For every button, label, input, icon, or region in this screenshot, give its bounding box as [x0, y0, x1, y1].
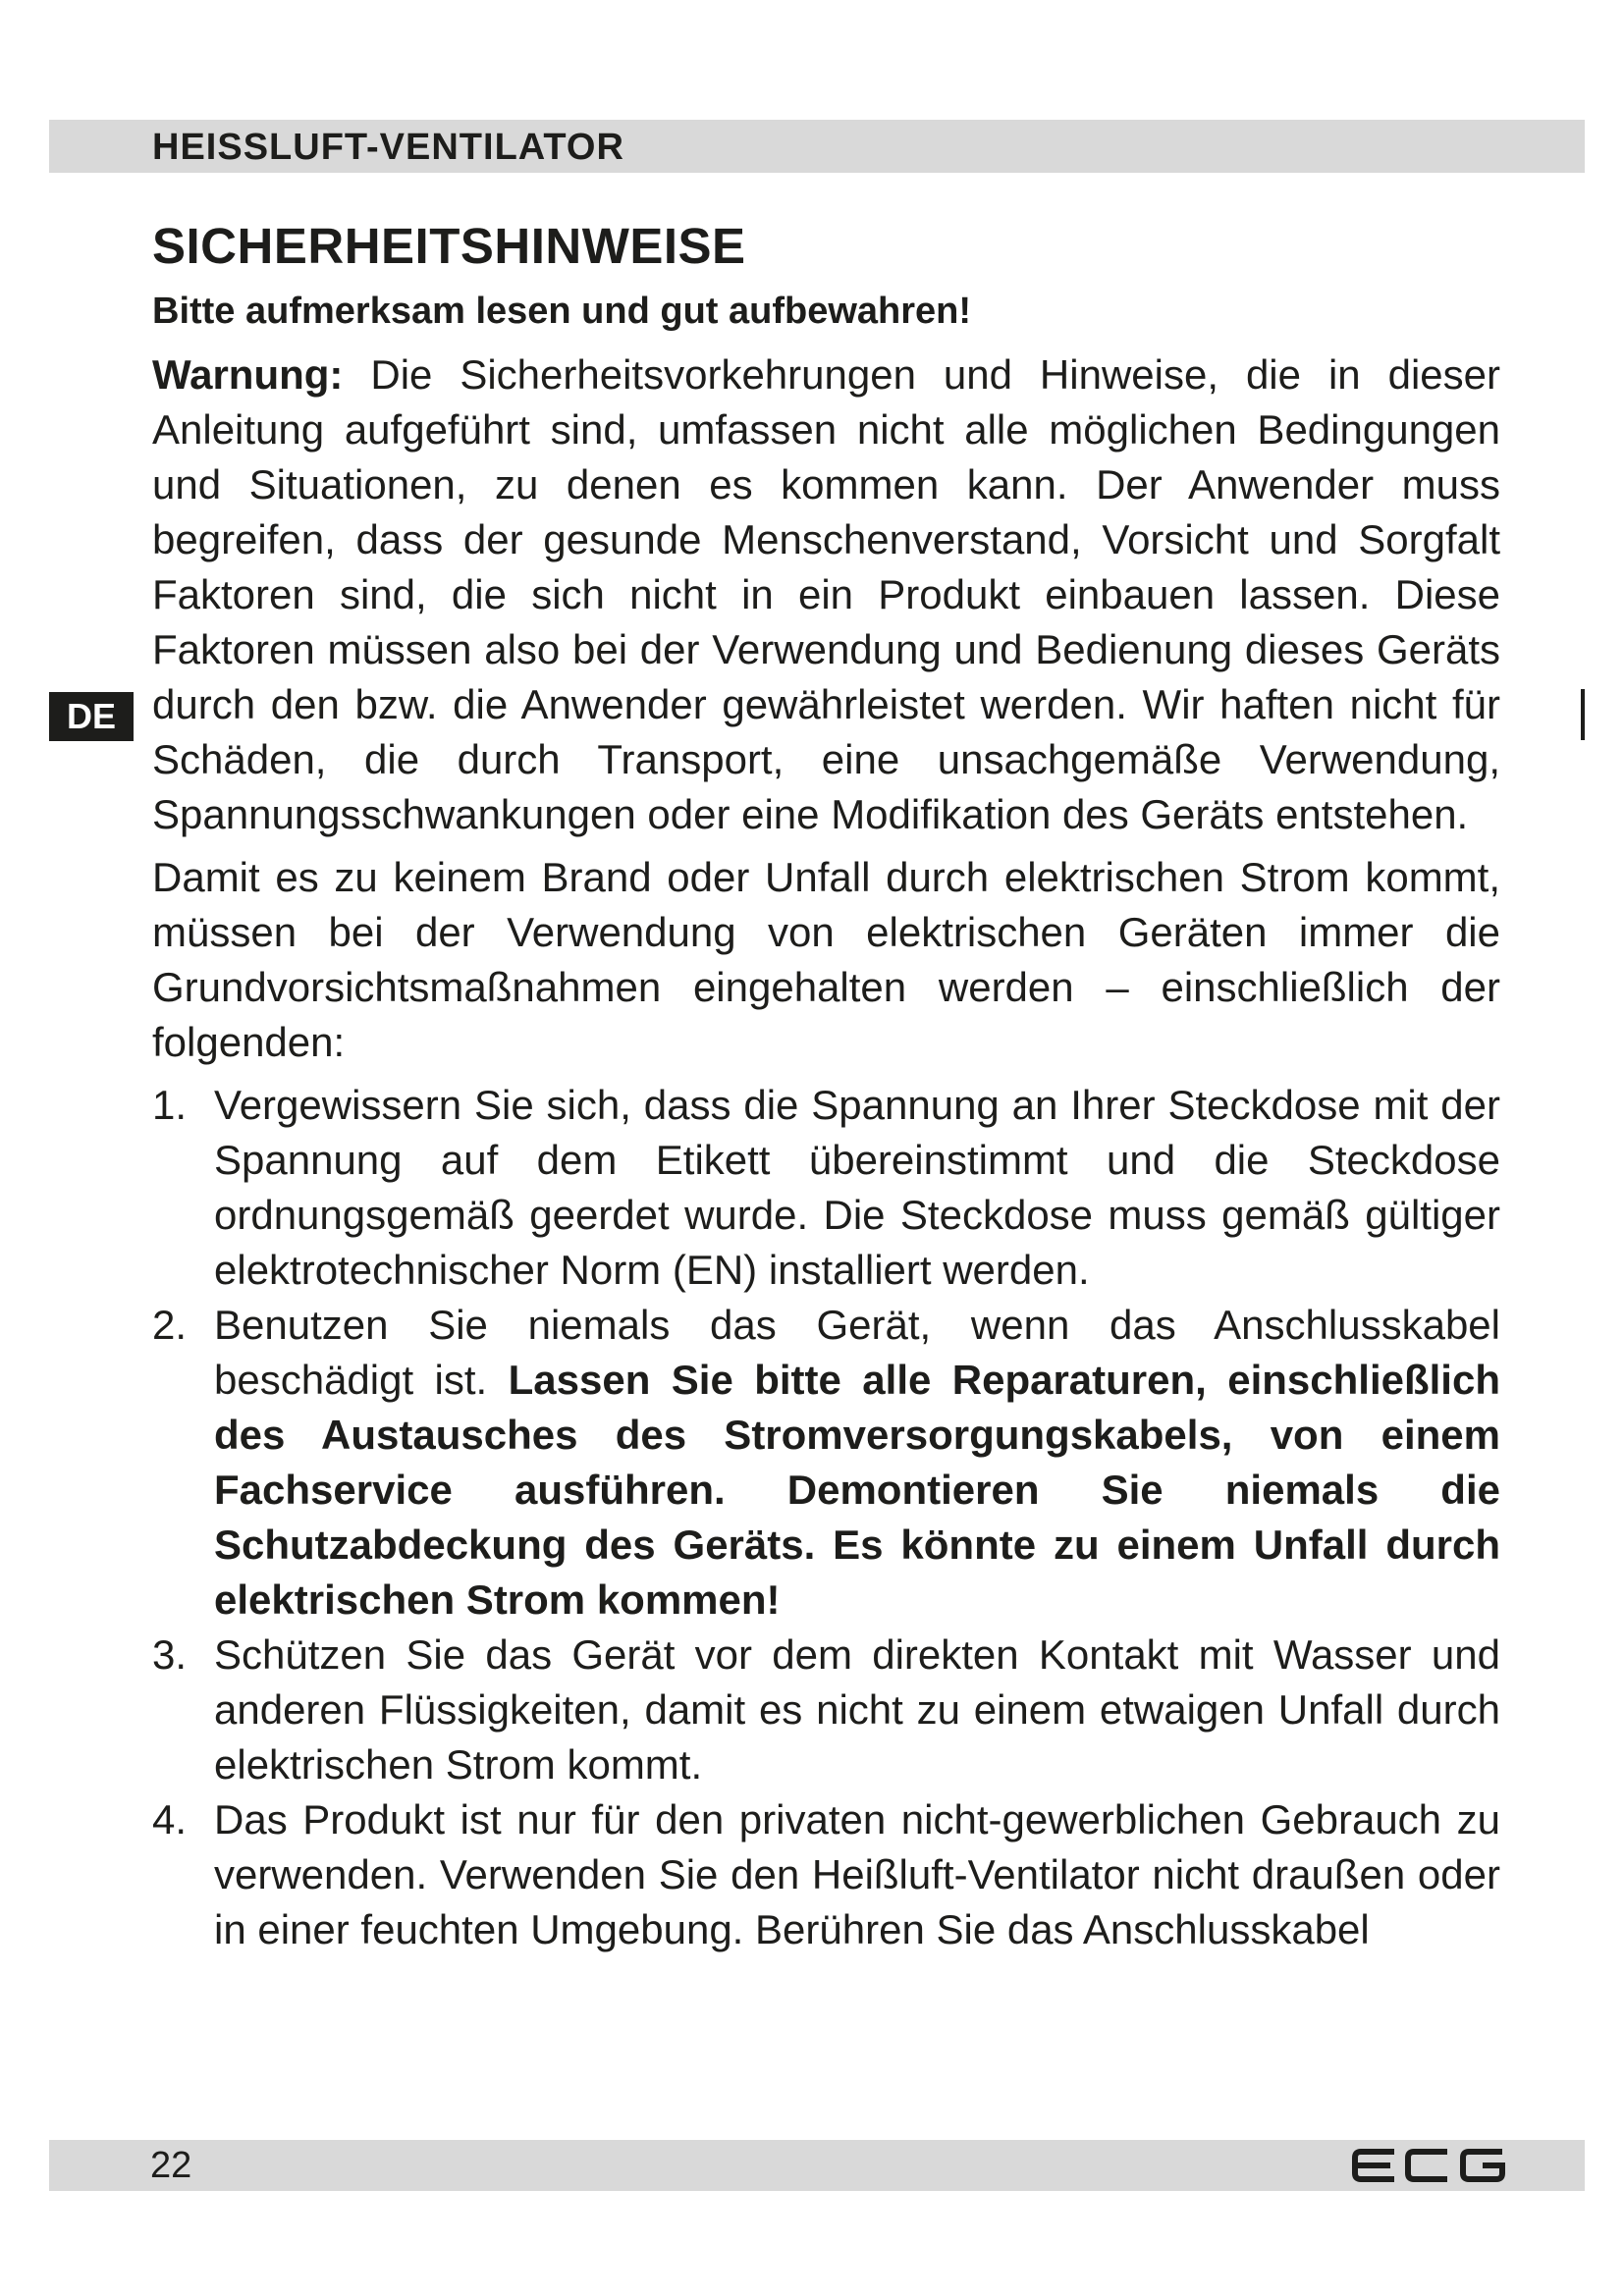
list-item — [152, 1792, 1500, 1957]
warning-label: Warnung: — [152, 351, 344, 398]
list-item-number: 1. — [152, 1082, 188, 1128]
page-number: 22 — [150, 2145, 192, 2186]
warning-paragraph — [152, 347, 1500, 842]
list-item — [152, 1078, 1500, 1298]
list-item — [152, 1628, 1500, 1792]
list-item-number: 3. — [152, 1631, 188, 1678]
footer-bar — [49, 2140, 1585, 2191]
list-item-text: Das Produkt ist nur für den privaten nicht-gewerblichen Gebrauch zu verwenden. Verwenden Sie den Heißluft-Ventilator nicht draußen oder in einer feuchten Umgebung. Berühren Sie das Anschlusskabel — [214, 1796, 1500, 1952]
list-item-bold-text: Lassen Sie bitte alle Reparaturen, einschließlich des Austausches des Stromversorgungskabels, von einem Fachservice ausführen. Demontieren Sie niemals die Schutzabdeckung des Geräts. Es könnte zu einem Unfall durch elektrischen Strom kommen! — [214, 1357, 1500, 1623]
safety-list — [152, 1078, 1500, 1957]
subtitle: Bitte aufmerksam lesen und gut aufbewahren! — [152, 291, 972, 332]
list-item-text: Benutzen Sie niemals das Gerät, wenn das Anschlusskabel beschädigt ist. — [214, 1302, 1500, 1403]
main-content — [152, 218, 1500, 1957]
header-bar — [49, 120, 1585, 173]
list-item-number: 2. — [152, 1302, 188, 1348]
list-item-text: Schützen Sie das Gerät vor dem direkten Kontakt mit Wasser und anderen Flüssigkeiten, damit es nicht zu einem etwaigen Unfall durch elektrischen Strom kommt. — [214, 1631, 1500, 1788]
list-item — [152, 1298, 1500, 1628]
section-title: SICHERHEITSHINWEISE — [152, 218, 746, 274]
header-title: HEISSLUFT-VENTILATOR — [152, 127, 624, 168]
language-badge: DE — [49, 692, 134, 741]
warning-text: Die Sicherheitsvorkehrungen und Hinweise, die in dieser Anleitung aufgeführt sind, umfassen nicht alle möglichen Bedingungen und Situationen, zu denen es kommen kann. Der Anwender muss begreifen, dass der gesunde Menschenverstand, Vorsicht und Sorgfalt Faktoren sind, die sich nicht in ein Produkt einbauen lassen. Diese Faktoren müssen also bei der Verwendung und Bedienung dieses Geräts durch den bzw. die Anwender gewährleistet werden. Wir haften nicht für Schäden, die durch Transport, eine unsachgemäße Verwendung, Spannungsschwankungen oder eine Modifikation des Geräts entstehen. — [152, 351, 1500, 837]
margin-mark — [1581, 689, 1585, 740]
list-item-text: Vergewissern Sie sich, dass die Spannung an Ihrer Steckdose mit der Spannung auf dem Etikett übereinstimmt und die Steckdose ordnungsgemäß geerdet wurde. Die Steckdose muss gemäß gültiger elektrotechnischer Norm (EN) installiert werden. — [214, 1082, 1500, 1293]
list-item-number: 4. — [152, 1796, 188, 1842]
intro-paragraph: Damit es zu keinem Brand oder Unfall durch elektrischen Strom kommt, müssen bei der Verwendung von elektrischen Geräten immer die Grundvorsichtsmaßnahmen eingehalten werden – einschließlich der folgenden: — [152, 854, 1500, 1065]
ecg-logo-icon — [1351, 2148, 1508, 2183]
